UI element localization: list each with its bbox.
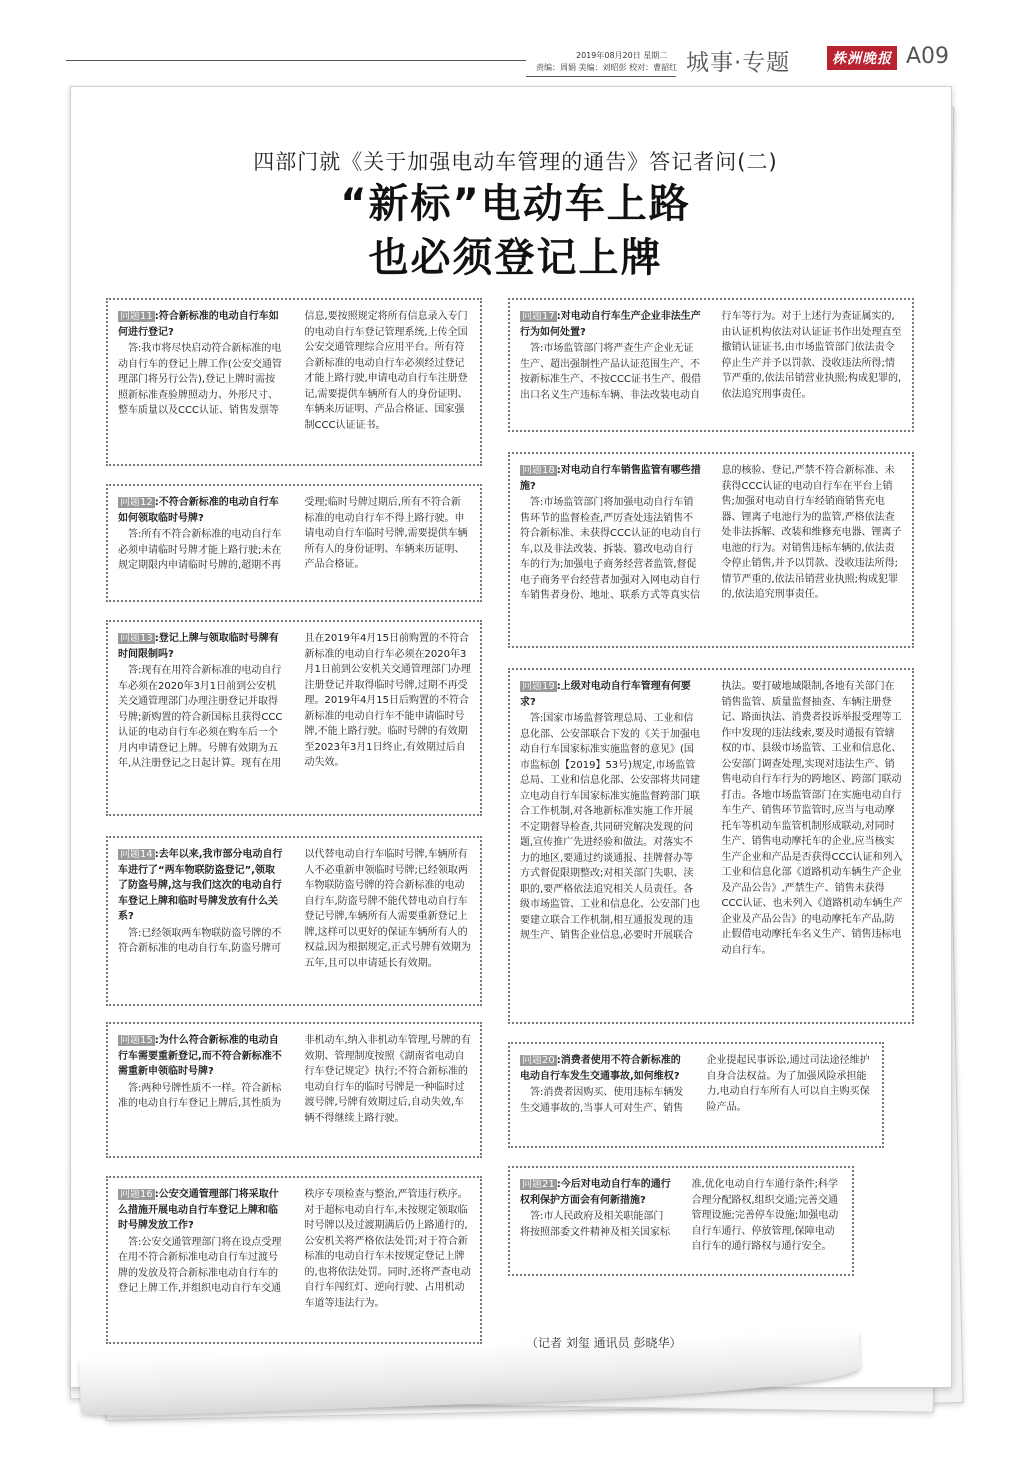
question-text: :今后对电动自行车的通行权利保护方面会有何新措施? (520, 1179, 671, 1206)
question-label: 问题21 (522, 1179, 555, 1190)
qa-box-13 (106, 620, 482, 816)
question-label: 问题14 (120, 849, 153, 860)
answer-prefix: 答: (128, 1082, 142, 1094)
question-label: 问题11 (120, 311, 153, 322)
answer-prefix: 答: (128, 1236, 142, 1248)
question-text: :符合新标准的电动自行车如何进行登记? (118, 311, 279, 338)
answer-prefix: 答: (530, 497, 544, 508)
article-subhead: 四部门就《关于加强电动车管理的通告》答记者问(二) (253, 150, 778, 174)
answer-prefix: 答: (530, 343, 544, 354)
qa-body (520, 679, 903, 958)
qa-box-12 (106, 484, 482, 602)
qa-body (520, 1177, 843, 1255)
article-headline-line1: “新标”电动车上路 (340, 181, 691, 227)
qa-body (520, 463, 903, 604)
answer-prefix: 答: (530, 1087, 544, 1098)
question-label: 问题15 (120, 1035, 153, 1046)
qa-body (118, 309, 471, 433)
qa-body (118, 1033, 471, 1126)
question-label: 问题18 (522, 465, 555, 476)
answer-paragraph (118, 1033, 471, 1126)
qa-box-15 (106, 1022, 482, 1158)
qa-box-21 (508, 1166, 854, 1276)
qa-box-18 (508, 452, 914, 648)
editors-credit: 责编：周娟 美编：刘昭彭 校对：曹韶红 (536, 63, 678, 72)
newspaper-logo: 株洲晚报 (827, 46, 897, 70)
masthead-rule-right (526, 76, 676, 77)
question-label: 问题16 (120, 1189, 153, 1200)
question-text: :对电动自行车生产企业非法生产行为如何处置? (520, 311, 701, 338)
qa-box-19 (508, 668, 914, 1024)
qa-body (118, 495, 471, 574)
qa-body (118, 631, 471, 772)
question-text: :公安交通管理部门将采取什么措施开展电动自行车登记上牌和临时号牌发放工作? (118, 1189, 279, 1231)
answer-paragraph (520, 463, 903, 604)
answer-text: 市人民政府及相关职能部门将按照部委文件精神及相关国家标准,优化电动自行车通行条件;科学合理分配路权,组织交通;完善交通管理设施;完善停车设施;加强电动自行车通行、停放管理,保障电动自行车的通行路权与通行安全。 (520, 1179, 839, 1252)
answer-text: 我市将尽快启动符合新标准的电动自行车的登记上牌工作(公安交通管理部门将另行公告),登记上牌时需按照新标准查验牌照动力、外形尺寸、整车质量以及CCC认证、销售发票等信息,要按照规定将所有信息录入专门的电动自行车登记管理系统,上传全国公安交通管理综合应用平台。所有符合新标准的电动自行车必须经过登记才能上路行驶,申请电动自行车注册登记,需要提供车辆所有人的身份证明、车辆来历证明、产品合格证、国家强制CCC认证证书。 (118, 311, 468, 431)
answer-prefix: 答: (128, 665, 142, 676)
page-number: A09 (906, 44, 950, 69)
issue-date: 2019年08月20日 星期二 (576, 51, 668, 60)
answer-prefix: 答: (530, 1211, 544, 1222)
answer-text: 所有不符合新标准的电动自行车必须申请临时号牌才能上路行驶;未在规定期限内申请临时号牌的,超期不再受理;临时号牌过期后,所有不符合新标准的电动自行车不得上路行驶。申请电动自行车临时号牌,需要提供车辆所有人的身份证明、车辆来历证明、产品合格证。 (118, 497, 468, 571)
qa-box-14 (106, 836, 482, 1006)
qa-body (118, 1187, 471, 1311)
qa-box-11 (106, 298, 482, 466)
question-text: :去年以来,我市部分电动自行车进行了“两车物联防盗登记”,领取了防盗号牌,这与我们这次的电动自行车登记上牌和临时号牌发放有什么关系? (118, 849, 283, 922)
question-label: 问题12 (120, 497, 153, 508)
answer-text: 市场监管部门将加强电动自行车销售环节的监督检查,严厉查处违法销售不符合新标准、未获得CCC认证的电动自行车,以及非法改装、拆装、篡改电动自行车的行为;加强电子商务经营者监管,督促电子商务平台经营者加强对入网电动自行车销售者身份、地址、联系方式等真实信息的核验、登记,严禁不符合新标准、未获得CCC认证的电动自行车在平台上销售;加强对电动自行车经销商销售充电器、锂离子电池行为的监管,严格依法查处非法拆解、改装和维修充电器、锂离子电池的行为。对销售违标车辆的,依法责令停止销售,并予以罚款、没收违法所得;情节严重的,依法吊销营业执照;构成犯罪的,依法追究刑事责任。 (520, 465, 902, 601)
qa-box-16 (106, 1176, 482, 1344)
answer-text: 已经领取两车物联防盗号牌的不符合新标准的电动自行车,防盗号牌可以代替电动自行车临时号牌,车辆所有人不必重新申领临时号牌;已经领取两车物联防盗号牌的符合新标准的电动自行车,防盗号牌不能代替电动自行车登记号牌,车辆所有人需要重新登记上牌,这样可以更好的保证车辆所有人的权益,因为根据规定,正式号牌有效期为五年,且可以申请延长有效期。 (118, 849, 471, 969)
question-text: :登记上牌与领取临时号牌有时间限制吗? (118, 633, 279, 660)
answer-text: 国家市场监督管理总局、工业和信息化部、公安部联合下发的《关于加强电动自行车国家标准实施监督的意见》(国市监标创【2019】53号)规定,市场监管总局、工业和信息化部、公安部将共同建立电动自行车国家标准实施监督跨部门联合工作机制,对各地新标准实施工作开展不定期督导检查,共同研究解决发现的问题,宣传推广先进经验和做法。对落实不力的地区,要通过约谈通报、挂牌督办等方式督促限期整改;对相关部门失职、渎职的,要严格依法追究相关人员责任。各级市场监管、工业和信息化、公安部门也要建立联合工作机制,相互通报发现的违规生产、销售企业信息,必要时开展联合执法。要打破地域限制,各地有关部门在销售监管、质量监督抽查、车辆注册登记、路面执法、消费者投诉举报受理等工作中发现的违法线索,要及时通报有管辖权的市、县级市场监管、工业和信息化、公安部门调查处理,实现对违法生产、销售电动自行车行为的跨地区、跨部门联动打击。各地市场监管部门在实施电动自行车生产、销售环节监管时,应当与电动摩托车等机动车监管机制形成联动,对同时生产、销售电动摩托车的企业,应当核实生产企业和产品是否获得CCC认证和列入工业和信息化部《道路机动车辆生产企业及产品公告》,严禁生产、销售未获得CCC认证、也未列入《道路机动车辆生产企业及产品公告》的电动摩托车产品,防止假借电动摩托车名义生产、销售违标电动自行车。 (520, 681, 903, 956)
section-title: 城事·专题 (686, 50, 791, 76)
question-label: 问题17 (522, 311, 555, 322)
question-label: 问题13 (120, 633, 153, 644)
answer-text: 现有在用符合新标准的电动自行车必须在2020年3月1日前到公安机关交通管理部门办理注册登记并取得号牌;新购置的符合新国标且获得CCC认证的电动自行车必须在购车后一个月内申请登记上牌。号牌有效期为五年,从注册登记之日起计算。现有在用且在2019年4月15日前购置的不符合新标准的电动自行车必须在2020年3月1日前到公安机关交通管理部门办理注册登记并取得临时号牌,过期不再受理。2019年4月15日后购置的不符合新标准的电动自行车不能申请临时号牌,不能上路行驶。临时号牌的有效期至2023年3月1日终止,有效期过后自动失效。 (118, 633, 471, 769)
answer-prefix: 答: (530, 713, 544, 724)
question-label: 问题20 (522, 1055, 555, 1066)
question-text: :不符合新标准的电动自行车如何领取临时号牌? (118, 497, 279, 524)
article-byline: （记者 刘玺 通讯员 彭晓华） (526, 1336, 682, 1350)
question-text: :对电动自行车销售监管有哪些措施? (520, 465, 701, 492)
question-text: :为什么符合新标准的电动自行车需要重新登记,而不符合新标准不需重新申领临时号牌? (118, 1035, 282, 1077)
question-text: :上级对电动自行车管理有何要求? (520, 681, 691, 708)
qa-body (520, 309, 903, 403)
answer-paragraph (520, 679, 903, 958)
answer-text: 两种号牌性质不一样。符合新标准的电动自行车登记上牌后,其性质为非机动车,纳入非机动车管理,号牌的有效期、管理制度按照《湖南省电动自行车登记规定》执行;不符合新标准的电动自行车的临时号牌是一种临时过渡号牌,号牌有效期过后,自动失效,车辆不得继续上路行驶。 (118, 1035, 471, 1124)
answer-prefix: 答: (128, 529, 142, 540)
answer-text: 消费者因购买、使用违标车辆发生交通事故的,当事人可对生产、销售企业提起民事诉讼,通过司法途径维护自身合法权益。为了加强风险承担能力,电动自行车所有人可以自主购买保险产品。 (520, 1055, 870, 1114)
answer-prefix: 答: (128, 927, 142, 939)
article-headline-line2: 也必须登记上牌 (368, 235, 663, 281)
question-text: :消费者使用不符合新标准的电动自行车发生交通事故,如何维权? (520, 1055, 681, 1082)
qa-box-20 (508, 1042, 884, 1148)
qa-box-17 (508, 298, 914, 432)
masthead-rule (66, 60, 526, 61)
answer-paragraph (520, 309, 903, 403)
qa-body (118, 847, 471, 971)
question-label: 问题19 (522, 681, 555, 692)
answer-prefix: 答: (128, 343, 142, 354)
qa-body (520, 1053, 873, 1116)
answer-text: 市场监管部门将严查生产企业无证生产、超出强制性产品认证范围生产、不按新标准生产、不按CCC证书生产、假借出口名义生产违标车辆、非法改装电动自行车等行为。对于上述行为查证属实的,由认证机构依法对认证证书作出处理直至撤销认证证书,由市场监管部门依法责令停止生产并予以罚款、没收违法所得;情节严重的,依法吊销营业执照;构成犯罪的,依法追究刑事责任。 (520, 311, 902, 401)
answer-text: 公安交通管理部门将在设点受理在用不符合新标准电动自行车过渡号牌的发放及符合新标准电动自行车的登记上牌工作,并组织电动自行车交通秩序专项检查与整治,严管违行秩序。对于超标电动自行车,未按规定领取临时号牌以及过渡期满后仍上路通行的,公安机关将严格依法处罚;对于符合新标准的电动自行车未按规定登记上牌的,也将依法处罚。同时,还将严查电动自行车闯红灯、逆向行驶、占用机动车道等违法行为。 (118, 1189, 471, 1309)
